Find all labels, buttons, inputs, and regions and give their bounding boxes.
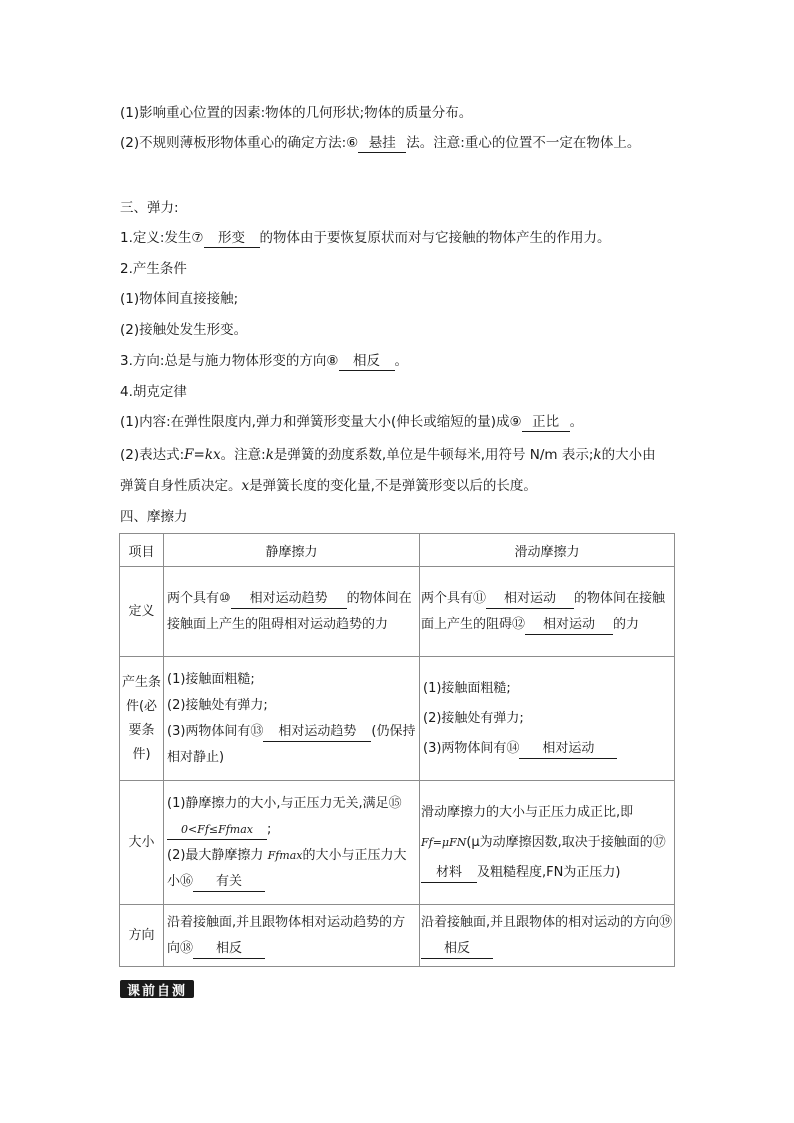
expr-post: 的大小由 — [601, 447, 656, 463]
hooke-title: 4.胡克定律 — [120, 384, 187, 400]
k-size-2: (μ为动摩擦因数,取决于接触面的⑰ — [466, 834, 666, 850]
kinetic-magnitude — [420, 781, 675, 905]
gravity-line-2 — [120, 133, 640, 153]
static-definition — [164, 567, 420, 657]
s-cond-1: (1)接触面粗糙; — [167, 671, 255, 687]
blank-15: 0<Ff≤Ffmax — [167, 821, 267, 840]
k-dir-pre: 沿着接触面,并且跟物体的相对运动的方向⑲ — [421, 914, 673, 930]
header-static: 静摩擦力 — [164, 534, 420, 567]
gravity-l2-pre: (2)不规则薄板形物体重心的确定方法:⑥ — [120, 135, 359, 151]
hooke-expression-1 — [120, 445, 656, 465]
k-def-mid: 的物体间在接触面上产生的阻碍⑫ — [421, 590, 666, 632]
header-item: 项目 — [120, 534, 164, 567]
row-label-magnitude: 大小 — [120, 781, 164, 905]
table-row-definition — [120, 567, 675, 657]
elastic-cond-1: (1)物体间直接接触; — [120, 291, 239, 307]
elastic-direction — [120, 351, 408, 371]
table-row-magnitude — [120, 781, 675, 905]
s-cond-3-post: (仍保持相对静止) — [167, 723, 416, 765]
var-k2: k — [593, 447, 602, 463]
elastic-definition — [120, 228, 611, 248]
hooke-content — [120, 412, 583, 432]
k-cond-3 — [423, 734, 671, 764]
k-cond-1: (1)接触面粗糙; — [423, 680, 511, 696]
pre-class-test-badge: 课前自测 — [120, 980, 194, 998]
table-row-conditions — [120, 657, 675, 781]
s-size-1-post: ; — [267, 821, 272, 837]
var-x: x — [241, 478, 250, 494]
s-size-1 — [167, 791, 416, 843]
elastic-cond-title: 2.产生条件 — [120, 261, 187, 277]
var-k: k — [265, 447, 274, 463]
s-cond-3-pre: (3)两物体间有⑬ — [167, 723, 264, 739]
kinetic-direction — [420, 905, 675, 967]
table-header-row — [120, 534, 675, 567]
blank-19: 相反 — [421, 940, 493, 959]
content-pre: (1)内容:在弹性限度内,弹力和弹簧形变量大小(伸长或缩短的量)成⑨ — [120, 414, 522, 430]
s-size-1-text: (1)静摩擦力的大小,与正压力无关,满足⑮ — [167, 795, 402, 811]
hooke-formula: F=kx — [184, 447, 221, 463]
row-label-direction: 方向 — [120, 905, 164, 967]
s-size-2-pre: (2)最大静摩擦力 — [167, 847, 264, 863]
blank-18: 相反 — [193, 940, 265, 959]
k-cond-3-pre: (3)两物体间有⑭ — [423, 740, 520, 756]
kinetic-conditions — [420, 657, 675, 781]
k-size-text — [421, 798, 674, 888]
def-post: 的物体由于要恢复原状而对与它接触的物体产生的作用力。 — [259, 230, 611, 246]
blank-10: 相对运动趋势 — [231, 590, 347, 609]
s-size-2-mid: 的大小与正压力大小⑯ — [167, 847, 407, 889]
elastic-cond-2: (2)接触处发生形变。 — [120, 322, 248, 338]
k-size-1: 滑动摩擦力的大小与正压力成正比,即 — [421, 804, 634, 820]
row-label-conditions: 产生条件(必要条件) — [120, 657, 164, 781]
symbol-ffmax: Ffmax — [267, 848, 303, 862]
s-def-post: 的物体间在接触面上产生的阻碍相对运动趋势的力 — [167, 590, 412, 632]
friction-heading: 四、摩擦力 — [120, 509, 188, 525]
s-def-pre: 两个具有⑩ — [167, 590, 231, 606]
blank-9: 正比 — [522, 413, 570, 432]
expr-l2-post: 是弹簧长度的变化量,不是弹簧形变以后的长度。 — [249, 478, 537, 494]
k-cond-2: (2)接触处有弹力; — [423, 710, 524, 726]
elastic-heading: 三、弹力: — [120, 200, 179, 216]
s-cond-3 — [167, 719, 416, 771]
gravity-l2-post: 法。注意:重心的位置不一定在物体上。 — [406, 135, 641, 151]
blank-7: 形变 — [204, 229, 260, 248]
k-size-3: 及粗糙程度,FN为正压力) — [477, 864, 621, 880]
blank-6: 悬挂 — [358, 134, 406, 153]
expr-mid1: 。注意: — [220, 447, 266, 463]
static-direction — [164, 905, 420, 967]
friction-table — [119, 533, 675, 967]
s-dir-pre: 沿着接触面,并且跟物体相对运动趋势的方向⑱ — [167, 914, 406, 956]
blank-13: 相对运动趋势 — [263, 723, 371, 742]
k-def-pre: 两个具有⑪ — [421, 590, 487, 606]
blank-12: 相对运动 — [525, 616, 613, 635]
kinetic-formula: Ff=μFN — [421, 835, 467, 849]
expr-l2-pre: 弹簧自身性质决定。 — [120, 478, 242, 494]
static-magnitude — [164, 781, 420, 905]
content-post: 。 — [569, 414, 584, 430]
table-row-direction — [120, 905, 675, 967]
kinetic-definition — [420, 567, 675, 657]
s-cond-2: (2)接触处有弹力; — [167, 697, 268, 713]
k-def-post: 的力 — [613, 616, 640, 632]
static-conditions — [164, 657, 420, 781]
expr-pre: (2)表达式: — [120, 447, 185, 463]
blank-16: 有关 — [193, 873, 265, 892]
s-size-2 — [167, 843, 416, 895]
hooke-expression-2 — [120, 476, 537, 496]
blank-11: 相对运动 — [486, 590, 574, 609]
dir-pre: 3.方向:总是与施力物体形变的方向⑧ — [120, 353, 339, 369]
expr-mid2: 是弹簧的劲度系数,单位是牛顿每米,用符号 N/m 表示; — [273, 447, 594, 463]
gravity-line-1: (1)影响重心位置的因素:物体的几何形状;物体的质量分布。 — [120, 105, 473, 121]
def-pre: 1.定义:发生⑦ — [120, 230, 204, 246]
header-kinetic: 滑动摩擦力 — [420, 534, 675, 567]
blank-14: 相对运动 — [519, 740, 617, 759]
row-label-definition: 定义 — [120, 567, 164, 657]
blank-8: 相反 — [339, 352, 395, 371]
dir-post: 。 — [394, 353, 409, 369]
blank-17: 材料 — [421, 864, 477, 883]
